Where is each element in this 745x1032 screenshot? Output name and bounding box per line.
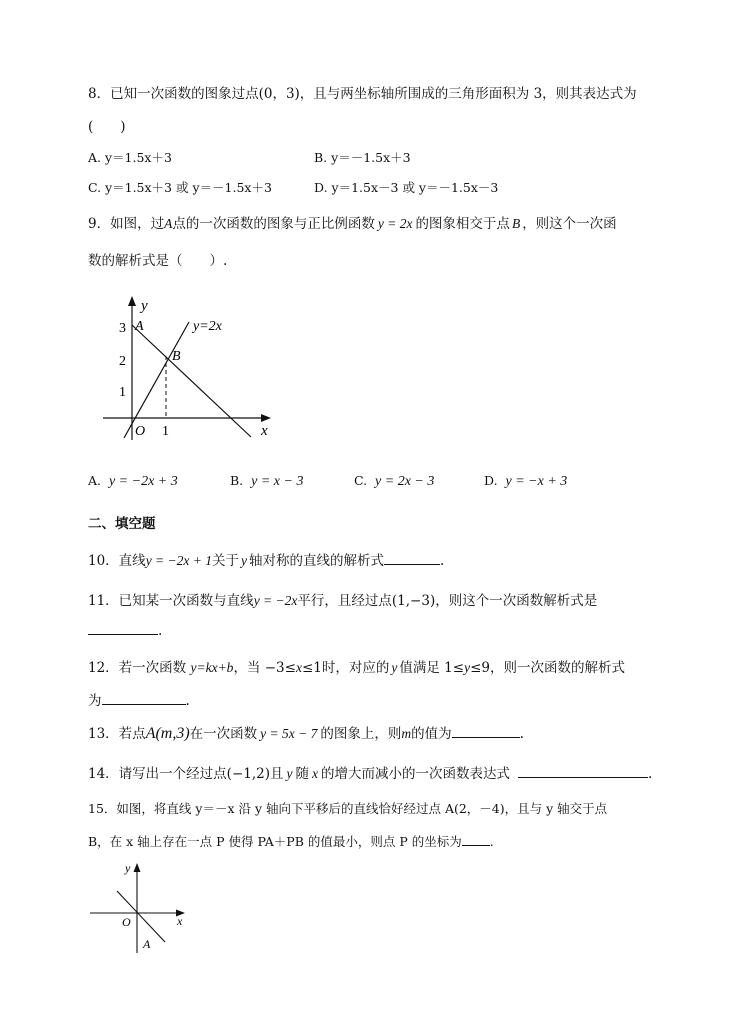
point-b-label: B xyxy=(172,349,181,364)
answer-blank[interactable] xyxy=(88,622,158,635)
point-a-label: A xyxy=(135,319,144,334)
line-through-a-b xyxy=(132,325,251,437)
answer-blank[interactable] xyxy=(384,552,440,565)
option-letter: C. xyxy=(354,473,368,488)
q13-expr: y = 5x − 7 xyxy=(260,726,318,741)
y-axis-label: y xyxy=(141,298,148,314)
q8-option-d: D. y＝1.5x－3 或 y＝－1.5x－3 xyxy=(314,180,499,195)
q8-stem-line1: 8．已知一次函数的图象过点(0，3)，且与两坐标轴所围成的三角形面积为 3，则其表达式为 xyxy=(88,86,637,102)
q15-line2 xyxy=(88,832,494,850)
y-tick-3: 3 xyxy=(119,321,126,336)
y-tick-1: 1 xyxy=(119,385,126,400)
q8-option-b: B. y＝－1.5x＋3 xyxy=(314,150,411,165)
q13-end: . xyxy=(519,726,524,742)
y-axis-label: y xyxy=(125,861,131,875)
option-expr: y = 2x − 3 xyxy=(375,474,435,489)
q11-end: . xyxy=(158,623,163,639)
q14-text: 14．请写出一个经过点(−1,2)且 xyxy=(88,766,284,782)
q12-var: y xyxy=(391,660,398,675)
q12-text: ≤1时，对应的 xyxy=(301,660,390,676)
q10-text: 轴对称的直线的解析式 xyxy=(249,553,385,569)
q11-line2 xyxy=(88,622,162,639)
q11-line1 xyxy=(88,589,597,609)
q12-var: x xyxy=(295,660,302,675)
q9-option-b xyxy=(230,473,303,490)
q12-expr: y=kx+b xyxy=(190,660,234,675)
q9-text: ，则这个一次函 xyxy=(522,216,617,232)
answer-blank[interactable] xyxy=(462,833,490,846)
q10-text: 10．直线 xyxy=(88,553,146,569)
q14-end: . xyxy=(648,766,653,782)
q13-var: m xyxy=(401,726,412,741)
x-axis-arrow xyxy=(261,414,271,422)
q15-end: . xyxy=(489,834,494,849)
q9-option-d xyxy=(484,473,567,490)
line-label: y=2x xyxy=(193,319,222,334)
q8-option-a: A. y＝1.5x＋3 xyxy=(88,150,172,165)
q13-text: 的值为 xyxy=(411,726,452,742)
q11-expr: y = −2x xyxy=(253,593,298,608)
q9-stem-line1 xyxy=(88,212,617,232)
y-tick-2: 2 xyxy=(119,354,126,369)
q9-text: 点的一次函数的图象与正比例函数 xyxy=(172,216,375,232)
q13-text: 的图象上，则 xyxy=(320,726,402,742)
q15-figure xyxy=(85,858,195,958)
origin-label: O xyxy=(135,424,146,439)
answer-blank[interactable] xyxy=(452,725,520,738)
point-a-label: A xyxy=(143,937,151,951)
q13-point: A(m,3) xyxy=(145,725,190,742)
q9-figure xyxy=(95,290,285,450)
answer-blank[interactable] xyxy=(518,765,648,778)
q10-var: y xyxy=(241,553,248,568)
q12-var: y xyxy=(464,660,471,675)
q12-text: ≤9，则一次函数的解析式 xyxy=(470,660,625,676)
line-y-2x xyxy=(124,322,189,438)
q13-line xyxy=(88,722,524,743)
q13-text: 13．若点 xyxy=(88,726,146,742)
q14-text: 的增大而减小的一次函数表达式 xyxy=(321,766,510,782)
option-letter: A. xyxy=(88,473,102,488)
q9-point-b: B xyxy=(511,216,521,231)
q10-end: . xyxy=(440,553,445,569)
option-expr: y = −2x + 3 xyxy=(108,474,178,489)
q10-text: 关于 xyxy=(212,553,240,569)
q15-text: B，在 x 轴上存在一点 P 使得 PA＋PB 的值最小，则点 P 的坐标为 xyxy=(88,834,462,849)
q14-line xyxy=(88,762,652,782)
q10-line xyxy=(88,549,444,569)
q8-option-c: C. y＝1.5x＋3 或 y＝－1.5x＋3 xyxy=(88,180,272,195)
answer-blank[interactable] xyxy=(102,692,186,705)
q14-var: x xyxy=(312,766,318,781)
q12-text: 12．若一次函数 xyxy=(88,660,191,676)
q14-var: y xyxy=(286,766,293,781)
q12-text: 为 xyxy=(88,693,102,709)
q15-line1: 15．如图，将直线 y＝－x 沿 y 轴向下平移后的直线恰好经过点 A(2，－4)，且与 y 轴交于点 xyxy=(88,801,608,816)
q9-text: 的图象相交于点 xyxy=(415,216,510,232)
x-tick-1: 1 xyxy=(162,424,169,439)
q9-option-a xyxy=(88,473,178,490)
q12-text: 值满足 1≤ xyxy=(399,660,465,676)
q14-text: 随 xyxy=(295,766,309,782)
q12-end: . xyxy=(185,693,190,709)
q9-option-c xyxy=(354,473,434,490)
q8-stem-line2: ( ) xyxy=(88,119,126,135)
option-letter: D. xyxy=(484,473,498,488)
x-axis-label: x xyxy=(177,914,183,928)
option-expr: y = x − 3 xyxy=(251,474,304,489)
q9-function: y = 2x xyxy=(377,216,413,231)
q9-point-a: A xyxy=(164,216,173,231)
section-title: 二、填空题 xyxy=(88,516,156,532)
q11-text: 平行，且经过点(1,−3)，则这个一次函数解析式是 xyxy=(297,593,598,609)
origin-label: O xyxy=(122,915,131,929)
q9-stem-line2: 数的解析式是（ ）. xyxy=(88,253,228,269)
q9-text: 9．如图，过 xyxy=(88,216,165,232)
option-expr: y = −x + 3 xyxy=(505,474,568,489)
x-axis-label: x xyxy=(261,423,268,439)
q12-line1 xyxy=(88,656,625,676)
q12-line2 xyxy=(88,689,190,709)
q13-text: 在一次函数 xyxy=(189,726,258,742)
q10-expr: y = −2x + 1 xyxy=(145,553,213,568)
q11-text: 11．已知某一次函数与直线 xyxy=(88,593,254,609)
y-axis-arrow xyxy=(128,296,136,306)
y-axis-arrow xyxy=(134,863,141,872)
option-letter: B. xyxy=(230,473,244,488)
q12-text: ，当 −3≤ xyxy=(233,660,296,676)
